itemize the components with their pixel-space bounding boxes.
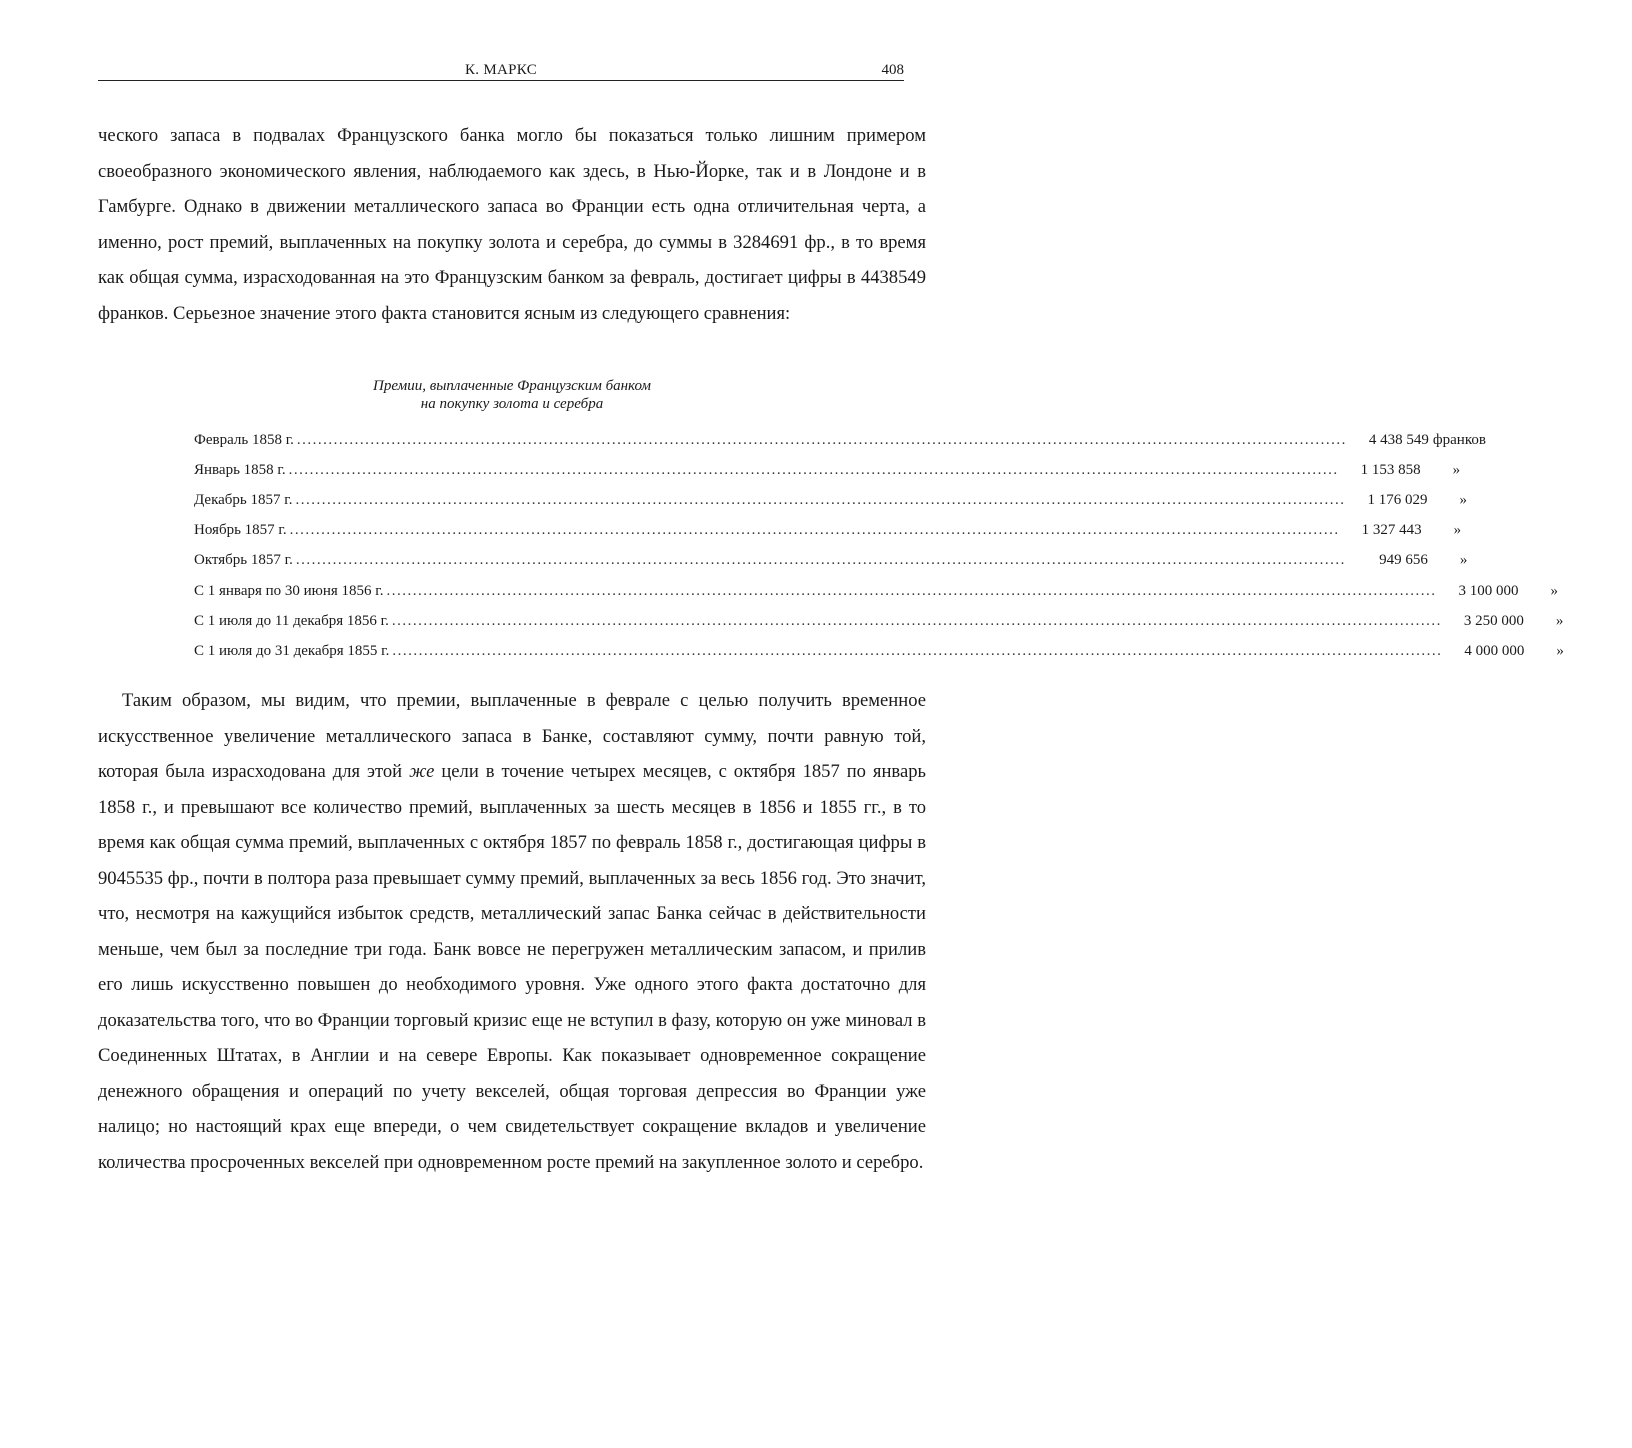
paragraph-2-emphasis: же bbox=[409, 761, 435, 782]
dot-leader: ........................................................................................................................................................................................................ bbox=[295, 491, 1346, 508]
table-caption-line-1: Премии, выплаченные Французским банком bbox=[373, 378, 651, 394]
table-row bbox=[194, 516, 1462, 546]
row-label: Октябрь 1857 г. bbox=[194, 552, 293, 569]
row-unit: » bbox=[1452, 461, 1461, 478]
table-row bbox=[194, 485, 1467, 515]
row-unit: » bbox=[1453, 522, 1462, 539]
dot-leader: ........................................................................................................................................................................................................ bbox=[295, 552, 1346, 569]
row-unit: » bbox=[1555, 612, 1564, 629]
dot-leader: ........................................................................................................................................................................................................ bbox=[296, 431, 1347, 448]
row-unit: » bbox=[1459, 552, 1468, 569]
row-label: Декабрь 1857 г. bbox=[194, 491, 293, 508]
table-row bbox=[194, 606, 1564, 636]
paragraph-2-part-1: Таким образом, мы видим, что премии, выплаченные в феврале с целью получить временное искусственное увеличение металлического запаса в Банке, составляют сумму, почти равную той, которая была израсходована для этой bbox=[98, 690, 926, 782]
row-amount: 4 000 000 bbox=[1464, 642, 1525, 659]
row-label: Ноябрь 1857 г. bbox=[194, 522, 287, 539]
row-label: Февраль 1858 г. bbox=[194, 431, 294, 448]
page-number: 408 bbox=[881, 62, 904, 78]
premium-table bbox=[194, 425, 1564, 667]
row-unit: » bbox=[1556, 642, 1564, 659]
table-row bbox=[194, 425, 1486, 455]
row-amount: 4 438 549 bbox=[1368, 431, 1429, 448]
running-header bbox=[98, 62, 904, 81]
header-author: К. МАРКС bbox=[464, 62, 538, 78]
dot-leader: ........................................................................................................................................................................................................ bbox=[289, 522, 1340, 539]
row-amount: 1 176 029 bbox=[1367, 491, 1428, 508]
table-row bbox=[194, 636, 1564, 666]
row-amount: 1 327 443 bbox=[1361, 522, 1422, 539]
table-row bbox=[194, 455, 1461, 485]
row-amount: 3 250 000 bbox=[1463, 612, 1524, 629]
table-row bbox=[194, 546, 1468, 576]
paragraph-1: ческого запаса в подвалах Французского банка могло бы показаться только лишним примером своеобразного экономического явления, наблюдаемого как здесь, в Нью-Йорке, так и в Лондоне и в Гамбурге. Однако в движении металлического запаса во Франции есть одна отличительная черта, а именно, рост премий, выплаченных на покупку золота и серебра, до суммы в 3284691 фр., в то время как общая сумма, израсходованная на это Французским банком за февраль, достигает цифры в 4438549 франков. Серьезное значение этого факта становится ясным из следующего сравнения: bbox=[98, 125, 926, 324]
paragraph-2-part-2: цели в точение четырех месяцев, с октября 1857 по январь 1858 г., и превышают все количество премий, выплаченных за шесть месяцев в 1856 и 1855 гг., в то время как общая сумма премий, выплаченных с октября 1857 по февраль 1858 г., достигающая цифры в 9045535 фр., почти в полтора раза превышает сумму премий, выплаченных за весь 1856 год. Это значит, что, несмотря на кажущийся избыток средств, металлический запас Банка сейчас в действительности меньше, чем был за последние три года. Банк вовсе не перегружен металлическим запасом, и прилив его лишь искусственно повышен до необходимого уровня. Уже одного этого факта достаточно для доказательства того, что во Франции торговый кризис еще не вступил в фазу, которую он уже миновал в Соединенных Штатах, в Англии и на севере Европы. Как показывает одновременное сокращение денежного обращения и операций по учету векселей, общая торговая депрессия во Франции уже налицо; но настоящий крах еще впереди, о чем свидетельствует сокращение вкладов и увеличение количества просроченных векселей при одновременном росте премий на закупленное золото и серебро. bbox=[98, 761, 927, 1173]
row-unit: » bbox=[1459, 491, 1467, 508]
table-row bbox=[194, 576, 1559, 606]
row-label: С 1 января по 30 июня 1856 г. bbox=[194, 582, 384, 599]
row-amount: 3 100 000 bbox=[1458, 582, 1519, 599]
dot-leader: ........................................................................................................................................................................................................ bbox=[288, 461, 1339, 478]
row-amount: 1 153 858 bbox=[1360, 461, 1421, 478]
row-label: Январь 1858 г. bbox=[194, 461, 286, 478]
row-label: С 1 июля до 11 декабря 1856 г. bbox=[194, 612, 389, 629]
dot-leader: ........................................................................................................................................................................................................ bbox=[392, 642, 1443, 659]
row-amount: 949 656 bbox=[1379, 552, 1428, 569]
row-unit: франков bbox=[1432, 431, 1486, 448]
dot-leader: ........................................................................................................................................................................................................ bbox=[386, 582, 1437, 599]
dot-leader: ........................................................................................................................................................................................................ bbox=[391, 612, 1442, 629]
row-unit: » bbox=[1550, 582, 1559, 599]
table-caption bbox=[98, 377, 926, 413]
table-caption-line-2: на покупку золота и серебра bbox=[420, 396, 604, 412]
row-label: С 1 июля до 31 декабря 1855 г. bbox=[194, 642, 390, 659]
paragraph-2 bbox=[98, 683, 926, 1180]
